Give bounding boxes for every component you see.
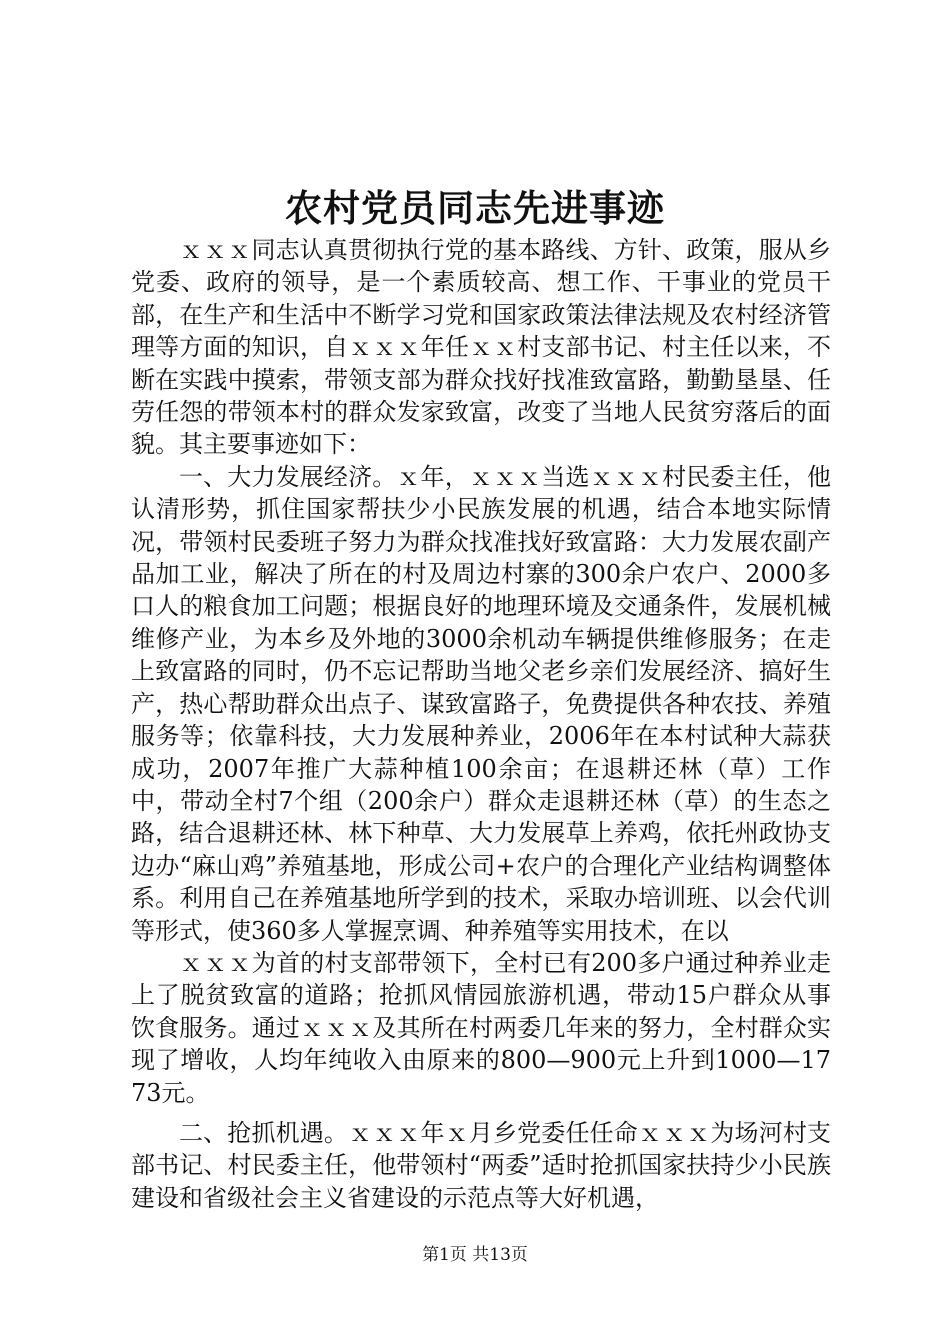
paragraph-intro: ｘｘｘ同志认真贯彻执行党的基本路线、方针、政策，服从乡党委、政府的领导，是一个素质较高、想工作、干事业的党员干部，在生产和生活中不断学习党和国家政策法律法规及农村经济管理等方面的知识，自ｘｘｘ年任ｘｘ村支部书记、村主任以来，不断在实践中摸索，带领支部为群众找好找准致富路，勤勤垦垦、任劳任怨的带领本村的群众发家致富，改变了当地人民贫穷落后的面貌。其主要事迹如下： — [131, 236, 831, 459]
document-title: 农村党员同志先进事迹 — [285, 186, 665, 230]
paragraph-results: ｘｘｘ为首的村支部带领下，全村已有200多户通过种养业走上了脱贫致富的道路；抢抓风情园旅游机遇，带动15户群众从事饮食服务。通过ｘｘｘ及其所在村两委几年来的努力，全村群众实现了增收，人均年纯收入由原来的800—900元上升到1000—1773元。 — [131, 948, 831, 1107]
page-number-footer: 第1页 共13页 — [422, 1245, 528, 1265]
paragraph-economy: 一、大力发展经济。ｘ年，ｘｘｘ当选ｘｘｘ村民委主任，他认清形势，抓住国家帮扶少小民族发展的机遇，结合本地实际情况，带领村民委班子努力为群众找准找好致富路：大力发展农副产品加工业，解决了所在的村及周边村寨的300余户农户、2000多口人的粮食加工问题；根据良好的地理环境及交通条件，发展机械维修产业，为本乡及外地的3000余机动车辆提供维修服务；在走上致富路的同时，仍不忘记帮助当地父老乡亲们发展经济、搞好生产，热心帮助群众出点子、谋致富路子，免费提供各种农技、养殖服务等；依靠科技，大力发展种养业，2006年在本村试种大蒜获成功，2007年推广大蒜种植100余亩；在退耕还林（草）工作中，带动全村7个组（200余户）群众走退耕还林（草）的生态之路，结合退耕还林、林下种草、大力发展草上养鸡，依托州政协支边办“麻山鸡”养殖基地，形成公司+农户的合理化产业结构调整体系。利用自己在养殖基地所学到的技术，采取办培训班、以会代训等形式，使360多人掌握烹调、种养殖等实用技术，在以 — [131, 462, 831, 945]
document-body — [131, 234, 831, 1214]
paragraph-opportunity: 二、抢抓机遇。ｘｘｘ年ｘ月乡党委任任命ｘｘｘ为场河村支部书记、村民委主任，他带领村“两委”适时抢抓国家扶持少小民族建设和省级社会主义省建设的示范点等大好机遇， — [131, 1118, 831, 1212]
